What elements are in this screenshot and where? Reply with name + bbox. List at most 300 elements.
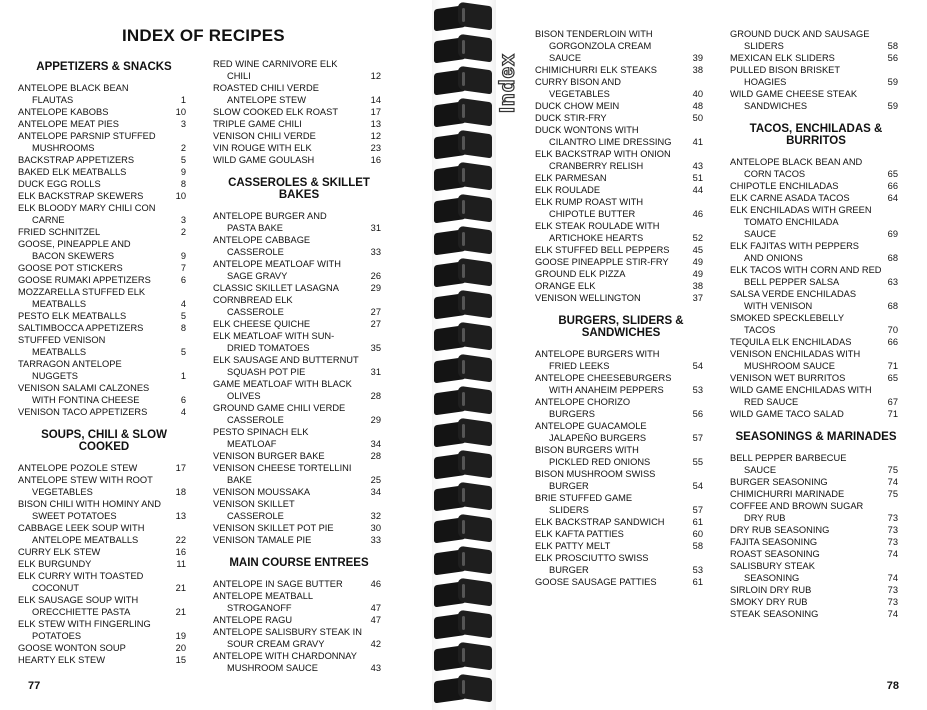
recipe-name-line: VENISON TACO APPETIZERS bbox=[18, 407, 148, 417]
recipe-page-number: 59 bbox=[887, 77, 898, 87]
recipe-name-line: ORANGE ELK bbox=[535, 281, 596, 291]
recipe-name-line: BACON SKEWERS bbox=[32, 251, 115, 261]
recipe-name-line: ELK BACKSTRAP SKEWERS bbox=[18, 191, 144, 201]
index-entry bbox=[213, 318, 381, 330]
recipe-page-number: 56 bbox=[887, 53, 898, 63]
recipe-page-number: 73 bbox=[887, 513, 898, 523]
index-entry bbox=[18, 262, 186, 274]
recipe-page-number: 5 bbox=[180, 311, 186, 321]
recipe-page-number: 16 bbox=[370, 155, 381, 165]
index-entry bbox=[535, 220, 703, 244]
recipe-name-line: DRY RUB SEASONING bbox=[730, 525, 830, 535]
recipe-name-line: VENISON CHILI VERDE bbox=[213, 131, 316, 141]
index-entry bbox=[730, 28, 898, 52]
recipe-name-line: DUCK STIR-FRY bbox=[535, 113, 607, 123]
recipe-page-number: 6 bbox=[180, 395, 186, 405]
index-entry bbox=[18, 358, 186, 382]
recipe-name-line: ANTELOPE CHEESEBURGERS bbox=[535, 373, 672, 383]
recipe-name-line: MEATBALLS bbox=[32, 347, 87, 357]
recipe-name-line: ANTELOPE MEATBALLS bbox=[32, 535, 139, 545]
index-entry bbox=[730, 548, 898, 560]
index-entry bbox=[535, 576, 703, 588]
recipe-page-number: 38 bbox=[692, 65, 703, 75]
recipe-page-number: 31 bbox=[370, 367, 381, 377]
recipe-name-line: VENISON WET BURRITOS bbox=[730, 373, 846, 383]
index-entry bbox=[730, 204, 898, 240]
recipe-page-number: 46 bbox=[692, 209, 703, 219]
recipe-name-line: ELK MEATLOAF WITH SUN- bbox=[213, 331, 335, 341]
recipe-name-line: ELK KAFTA PATTIES bbox=[535, 529, 624, 539]
recipe-name-line: TOMATO ENCHILADA bbox=[744, 217, 839, 227]
recipe-page-number: 7 bbox=[180, 263, 186, 273]
index-entry bbox=[730, 608, 898, 620]
recipe-name-line: VENISON BURGER BAKE bbox=[213, 451, 325, 461]
recipe-name-line: SLIDERS bbox=[549, 505, 589, 515]
recipe-page-number: 45 bbox=[692, 245, 703, 255]
index-entry bbox=[730, 596, 898, 608]
recipe-name-line: WILD GAME ENCHILADAS WITH bbox=[730, 385, 872, 395]
recipe-page-number: 58 bbox=[887, 41, 898, 51]
binding-ring bbox=[432, 292, 496, 322]
recipe-name-line: ANTELOPE MEATLOAF WITH bbox=[213, 259, 341, 269]
recipe-name-line: TRIPLE GAME CHILI bbox=[213, 119, 302, 129]
section-gap bbox=[730, 420, 898, 428]
binding-ring bbox=[432, 452, 496, 482]
index-entry bbox=[213, 378, 381, 402]
binding-ring bbox=[432, 516, 496, 546]
index-entry bbox=[535, 172, 703, 184]
index-entry bbox=[18, 642, 186, 654]
recipe-name-line: SAUCE bbox=[744, 465, 777, 475]
index-column-1 bbox=[18, 58, 186, 666]
index-entry bbox=[730, 452, 898, 476]
recipe-name-line: GROUND DUCK AND SAUSAGE bbox=[730, 29, 870, 39]
index-entry bbox=[730, 584, 898, 596]
recipe-page-number: 73 bbox=[887, 597, 898, 607]
recipe-name-line: ANTELOPE WITH CHARDONNAY bbox=[213, 651, 357, 661]
recipe-page-number: 74 bbox=[887, 477, 898, 487]
binding-ring bbox=[432, 676, 496, 706]
recipe-name-line: SEASONING bbox=[744, 573, 800, 583]
recipe-page-number: 13 bbox=[370, 119, 381, 129]
index-entry bbox=[730, 52, 898, 64]
recipe-name-line: CURRY BISON AND bbox=[535, 77, 621, 87]
recipe-name-line: CORNBREAD ELK bbox=[213, 295, 293, 305]
recipe-name-line: ANTELOPE SALISBURY STEAK IN bbox=[213, 627, 362, 637]
recipe-name-line: SANDWICHES bbox=[744, 101, 808, 111]
index-entry bbox=[213, 486, 381, 498]
index-entry bbox=[18, 462, 186, 474]
recipe-name-line: ELK STEW WITH FINGERLING bbox=[18, 619, 151, 629]
recipe-page-number: 8 bbox=[180, 179, 186, 189]
section-heading: SOUPS, CHILI & SLOW COOKED bbox=[41, 429, 167, 453]
recipe-name-line: ANTELOPE POZOLE STEW bbox=[18, 463, 138, 473]
recipe-page-number: 10 bbox=[175, 107, 186, 117]
index-entry bbox=[535, 396, 703, 420]
section-heading: APPETIZERS & SNACKS bbox=[36, 61, 172, 73]
recipe-name-line: VENISON CHEESE TORTELLINI bbox=[213, 463, 352, 473]
binding-ring bbox=[432, 4, 496, 34]
index-entry bbox=[535, 184, 703, 196]
recipe-name-line: CASSEROLE bbox=[227, 247, 284, 257]
index-entry bbox=[535, 100, 703, 112]
binding-ring bbox=[432, 132, 496, 162]
page-number-right: 78 bbox=[886, 680, 899, 692]
recipe-page-number: 44 bbox=[692, 185, 703, 195]
recipe-page-number: 14 bbox=[370, 95, 381, 105]
recipe-name-line: ANTELOPE STEW bbox=[227, 95, 307, 105]
recipe-name-line: BURGERS bbox=[549, 409, 595, 419]
section-heading: SEASONINGS & MARINADES bbox=[735, 431, 897, 443]
recipe-name-line: ELK STUFFED BELL PEPPERS bbox=[535, 245, 670, 255]
recipe-page-number: 68 bbox=[887, 301, 898, 311]
recipe-name-line: CHIPOTLE ENCHILADAS bbox=[730, 181, 839, 191]
binding-ring bbox=[432, 100, 496, 130]
recipe-name-line: PASTA BAKE bbox=[227, 223, 283, 233]
recipe-page-number: 9 bbox=[180, 167, 186, 177]
index-entry bbox=[18, 310, 186, 322]
index-entry bbox=[18, 570, 186, 594]
recipe-page-number: 37 bbox=[692, 293, 703, 303]
recipe-page-number: 29 bbox=[370, 283, 381, 293]
recipe-page-number: 30 bbox=[370, 523, 381, 533]
recipe-page-number: 29 bbox=[370, 415, 381, 425]
recipe-page-number: 75 bbox=[887, 489, 898, 499]
recipe-page-number: 75 bbox=[887, 465, 898, 475]
recipe-page-number: 66 bbox=[887, 337, 898, 347]
recipe-name-line: VEGETABLES bbox=[549, 89, 610, 99]
recipe-name-line: ROASTED CHILI VERDE bbox=[213, 83, 319, 93]
binding-ring bbox=[432, 388, 496, 418]
recipe-name-line: ELK PARMESAN bbox=[535, 173, 607, 183]
recipe-name-line: ELK BACKSTRAP SANDWICH bbox=[535, 517, 665, 527]
recipe-name-line: CILANTRO LIME DRESSING bbox=[549, 137, 672, 147]
recipe-page-number: 33 bbox=[370, 535, 381, 545]
recipe-name-line: VENISON SKILLET POT PIE bbox=[213, 523, 334, 533]
recipe-page-number: 47 bbox=[370, 603, 381, 613]
recipe-page-number: 61 bbox=[692, 577, 703, 587]
recipe-name-line: PESTO SPINACH ELK bbox=[213, 427, 309, 437]
index-column-3 bbox=[535, 28, 703, 588]
section-gap bbox=[213, 166, 381, 174]
index-entry bbox=[213, 154, 381, 166]
recipe-name-line: BISON MUSHROOM SWISS bbox=[535, 469, 656, 479]
index-entry bbox=[535, 372, 703, 396]
recipe-name-line: STUFFED VENISON bbox=[18, 335, 106, 345]
recipe-name-line: VENISON WELLINGTON bbox=[535, 293, 641, 303]
recipe-name-line: DRIED TOMATOES bbox=[227, 343, 310, 353]
recipe-name-line: RED SAUCE bbox=[744, 397, 799, 407]
recipe-page-number: 26 bbox=[370, 271, 381, 281]
index-entry bbox=[18, 522, 186, 546]
recipe-name-line: NUGGETS bbox=[32, 371, 78, 381]
recipe-name-line: ELK CURRY WITH TOASTED bbox=[18, 571, 144, 581]
binding-ring bbox=[432, 548, 496, 578]
recipe-page-number: 59 bbox=[887, 101, 898, 111]
recipe-page-number: 40 bbox=[692, 89, 703, 99]
index-entry bbox=[18, 382, 186, 406]
recipe-name-line: ELK TACOS WITH CORN AND RED bbox=[730, 265, 882, 275]
recipe-name-line: COFFEE AND BROWN SUGAR bbox=[730, 501, 864, 511]
recipe-page-number: 10 bbox=[175, 191, 186, 201]
recipe-page-number: 66 bbox=[887, 181, 898, 191]
recipe-name-line: VENISON SKILLET bbox=[213, 499, 295, 509]
index-entry bbox=[730, 288, 898, 312]
recipe-page-number: 12 bbox=[370, 131, 381, 141]
index-entry bbox=[18, 474, 186, 498]
index-entry bbox=[730, 312, 898, 336]
recipe-name-line: SWEET POTATOES bbox=[32, 511, 117, 521]
recipe-name-line: CABBAGE LEEK SOUP WITH bbox=[18, 523, 145, 533]
index-entry bbox=[213, 614, 381, 626]
recipe-name-line: ANTELOPE PARSNIP STUFFED bbox=[18, 131, 156, 141]
recipe-name-line: ELK PROSCIUTTO SWISS bbox=[535, 553, 649, 563]
index-entry bbox=[730, 524, 898, 536]
recipe-name-line: CASSEROLE bbox=[227, 511, 284, 521]
recipe-page-number: 4 bbox=[180, 299, 186, 309]
recipe-page-number: 74 bbox=[887, 549, 898, 559]
recipe-page-number: 17 bbox=[175, 463, 186, 473]
index-entry bbox=[18, 178, 186, 190]
index-entry bbox=[213, 650, 381, 674]
recipe-name-line: VIN ROUGE WITH ELK bbox=[213, 143, 312, 153]
recipe-page-number: 74 bbox=[887, 609, 898, 619]
index-entry bbox=[213, 626, 381, 650]
recipe-name-line: SMOKY DRY RUB bbox=[730, 597, 808, 607]
index-entry bbox=[18, 154, 186, 166]
binding-ring bbox=[432, 228, 496, 258]
binding-ring bbox=[432, 196, 496, 226]
recipe-name-line: MOZZARELLA STUFFED ELK bbox=[18, 287, 146, 297]
recipe-name-line: FAJITA SEASONING bbox=[730, 537, 818, 547]
recipe-name-line: CASSEROLE bbox=[227, 307, 284, 317]
index-entry bbox=[730, 384, 898, 408]
binding-ring bbox=[432, 164, 496, 194]
recipe-name-line: MEATBALLS bbox=[32, 299, 87, 309]
index-entry bbox=[213, 58, 381, 82]
recipe-name-line: HEARTY ELK STEW bbox=[18, 655, 105, 665]
recipe-page-number: 42 bbox=[370, 639, 381, 649]
index-entry bbox=[213, 498, 381, 522]
index-entry bbox=[535, 444, 703, 468]
recipe-page-number: 52 bbox=[692, 233, 703, 243]
recipe-page-number: 34 bbox=[370, 487, 381, 497]
recipe-name-line: VENISON SALAMI CALZONES bbox=[18, 383, 150, 393]
recipe-name-line: WITH ANAHEIM PEPPERS bbox=[549, 385, 664, 395]
recipe-page-number: 53 bbox=[692, 565, 703, 575]
recipe-name-line: SAUCE bbox=[549, 53, 582, 63]
recipe-name-line: BISON BURGERS WITH bbox=[535, 445, 639, 455]
recipe-name-line: AND ONIONS bbox=[744, 253, 803, 263]
recipe-name-line: GROUND GAME CHILI VERDE bbox=[213, 403, 346, 413]
recipe-page-number: 20 bbox=[175, 643, 186, 653]
recipe-name-line: ELK BLOODY MARY CHILI CON bbox=[18, 203, 156, 213]
recipe-name-line: VEGETABLES bbox=[32, 487, 93, 497]
index-entry bbox=[535, 256, 703, 268]
index-entry bbox=[730, 264, 898, 288]
recipe-name-line: POTATOES bbox=[32, 631, 82, 641]
recipe-page-number: 74 bbox=[887, 573, 898, 583]
index-entry bbox=[730, 348, 898, 372]
recipe-page-number: 49 bbox=[692, 257, 703, 267]
recipe-name-line: WITH FONTINA CHEESE bbox=[32, 395, 140, 405]
recipe-name-line: ANTELOPE BURGERS WITH bbox=[535, 349, 660, 359]
index-entry bbox=[730, 156, 898, 180]
index-entry bbox=[18, 238, 186, 262]
recipe-name-line: VENISON MOUSSAKA bbox=[213, 487, 311, 497]
recipe-page-number: 28 bbox=[370, 451, 381, 461]
recipe-page-number: 34 bbox=[370, 439, 381, 449]
recipe-page-number: 56 bbox=[692, 409, 703, 419]
recipe-page-number: 13 bbox=[175, 511, 186, 521]
recipe-name-line: ARTICHOKE HEARTS bbox=[549, 233, 644, 243]
recipe-page-number: 12 bbox=[370, 71, 381, 81]
recipe-page-number: 19 bbox=[175, 631, 186, 641]
index-entry bbox=[18, 82, 186, 106]
recipe-page-number: 46 bbox=[370, 579, 381, 589]
recipe-name-line: GOOSE WONTON SOUP bbox=[18, 643, 126, 653]
index-entry bbox=[213, 82, 381, 106]
recipe-page-number: 55 bbox=[692, 457, 703, 467]
recipe-page-number: 67 bbox=[887, 397, 898, 407]
recipe-page-number: 27 bbox=[370, 307, 381, 317]
recipe-page-number: 1 bbox=[180, 95, 186, 105]
recipe-page-number: 68 bbox=[887, 253, 898, 263]
recipe-name-line: GOOSE RUMAKI APPETIZERS bbox=[18, 275, 151, 285]
recipe-page-number: 8 bbox=[180, 323, 186, 333]
recipe-name-line: CURRY ELK STEW bbox=[18, 547, 101, 557]
index-entry bbox=[18, 594, 186, 618]
index-entry bbox=[18, 274, 186, 286]
section-heading: MAIN COURSE ENTREES bbox=[229, 557, 369, 569]
index-entry bbox=[535, 64, 703, 76]
index-entry bbox=[18, 406, 186, 418]
recipe-page-number: 2 bbox=[180, 227, 186, 237]
recipe-page-number: 69 bbox=[887, 229, 898, 239]
recipe-page-number: 31 bbox=[370, 223, 381, 233]
recipe-page-number: 73 bbox=[887, 537, 898, 547]
recipe-page-number: 22 bbox=[175, 535, 186, 545]
section-gap bbox=[535, 304, 703, 312]
recipe-name-line: MEATLOAF bbox=[227, 439, 277, 449]
recipe-name-line: CHIMICHURRI MARINADE bbox=[730, 489, 845, 499]
section-gap bbox=[730, 112, 898, 120]
recipe-name-line: ELK CARNE ASADA TACOS bbox=[730, 193, 850, 203]
recipe-name-line: ELK BACKSTRAP WITH ONION bbox=[535, 149, 671, 159]
index-entry bbox=[213, 330, 381, 354]
recipe-name-line: BAKED ELK MEATBALLS bbox=[18, 167, 127, 177]
recipe-name-line: PICKLED RED ONIONS bbox=[549, 457, 651, 467]
recipe-name-line: DUCK WONTONS WITH bbox=[535, 125, 639, 135]
index-entry bbox=[535, 292, 703, 304]
index-entry bbox=[18, 202, 186, 226]
section-gap bbox=[18, 418, 186, 426]
recipe-name-line: FLAUTAS bbox=[32, 95, 74, 105]
index-entry bbox=[213, 462, 381, 486]
recipe-page-number: 49 bbox=[692, 269, 703, 279]
index-entry bbox=[18, 618, 186, 642]
index-entry bbox=[213, 142, 381, 154]
recipe-name-line: GAME MEATLOAF WITH BLACK bbox=[213, 379, 352, 389]
recipe-name-line: CASSEROLE bbox=[227, 415, 284, 425]
recipe-name-line: SLOW COOKED ELK ROAST bbox=[213, 107, 339, 117]
recipe-name-line: PESTO ELK MEATBALLS bbox=[18, 311, 127, 321]
section-heading: BURGERS, SLIDERS & SANDWICHES bbox=[558, 315, 684, 339]
recipe-name-line: STROGANOFF bbox=[227, 603, 292, 613]
recipe-name-line: GOOSE, PINEAPPLE AND bbox=[18, 239, 131, 249]
index-entry bbox=[213, 578, 381, 590]
index-entry bbox=[535, 196, 703, 220]
recipe-page-number: 38 bbox=[692, 281, 703, 291]
recipe-page-number: 15 bbox=[175, 655, 186, 665]
recipe-name-line: DUCK CHOW MEIN bbox=[535, 101, 620, 111]
recipe-name-line: ANTELOPE MEATBALL bbox=[213, 591, 314, 601]
index-entry bbox=[18, 166, 186, 178]
recipe-page-number: 54 bbox=[692, 361, 703, 371]
recipe-name-line: JALAPEÑO BURGERS bbox=[549, 433, 647, 443]
index-entry bbox=[213, 426, 381, 450]
recipe-name-line: SALTIMBOCCA APPETIZERS bbox=[18, 323, 144, 333]
recipe-name-line: MEXICAN ELK SLIDERS bbox=[730, 53, 835, 63]
recipe-name-line: ANTELOPE KABOBS bbox=[18, 107, 109, 117]
recipe-page-number: 6 bbox=[180, 275, 186, 285]
index-entry bbox=[213, 522, 381, 534]
recipe-page-number: 47 bbox=[370, 615, 381, 625]
index-entry bbox=[18, 118, 186, 130]
recipe-page-number: 65 bbox=[887, 169, 898, 179]
recipe-page-number: 51 bbox=[692, 173, 703, 183]
recipe-name-line: GOOSE SAUSAGE PATTIES bbox=[535, 577, 657, 587]
recipe-name-line: BISON CHILI WITH HOMINY AND bbox=[18, 499, 161, 509]
index-entry bbox=[730, 560, 898, 584]
recipe-name-line: ELK SAUSAGE SOUP WITH bbox=[18, 595, 139, 605]
index-entry bbox=[213, 590, 381, 614]
recipe-page-number: 1 bbox=[180, 371, 186, 381]
recipe-page-number: 25 bbox=[370, 475, 381, 485]
recipe-name-line: BRIE STUFFED GAME bbox=[535, 493, 633, 503]
index-entry bbox=[18, 130, 186, 154]
recipe-page-number: 71 bbox=[887, 361, 898, 371]
recipe-name-line: TARRAGON ANTELOPE bbox=[18, 359, 122, 369]
binding-ring bbox=[432, 36, 496, 66]
index-entry bbox=[535, 540, 703, 552]
spiral-binding bbox=[432, 0, 496, 710]
recipe-page-number: 27 bbox=[370, 319, 381, 329]
recipe-page-number: 54 bbox=[692, 481, 703, 491]
recipe-name-line: ANTELOPE STEW WITH ROOT bbox=[18, 475, 153, 485]
recipe-name-line: COCONUT bbox=[32, 583, 79, 593]
index-entry bbox=[213, 106, 381, 118]
index-tab bbox=[495, 45, 530, 120]
recipe-name-line: BELL PEPPER BARBECUE bbox=[730, 453, 847, 463]
recipe-page-number: 21 bbox=[175, 583, 186, 593]
recipe-name-line: FRIED LEEKS bbox=[549, 361, 610, 371]
recipe-page-number: 5 bbox=[180, 155, 186, 165]
index-entry bbox=[535, 280, 703, 292]
index-entry bbox=[535, 552, 703, 576]
recipe-page-number: 32 bbox=[370, 511, 381, 521]
recipe-page-number: 11 bbox=[176, 559, 186, 569]
index-entry bbox=[213, 450, 381, 462]
recipe-page-number: 57 bbox=[692, 505, 703, 515]
recipe-page-number: 41 bbox=[692, 137, 703, 147]
recipe-page-number: 73 bbox=[887, 525, 898, 535]
binding-ring bbox=[432, 580, 496, 610]
recipe-page-number: 2 bbox=[180, 143, 186, 153]
index-entry bbox=[730, 476, 898, 488]
index-entry bbox=[18, 498, 186, 522]
recipe-page-number: 39 bbox=[692, 53, 703, 63]
